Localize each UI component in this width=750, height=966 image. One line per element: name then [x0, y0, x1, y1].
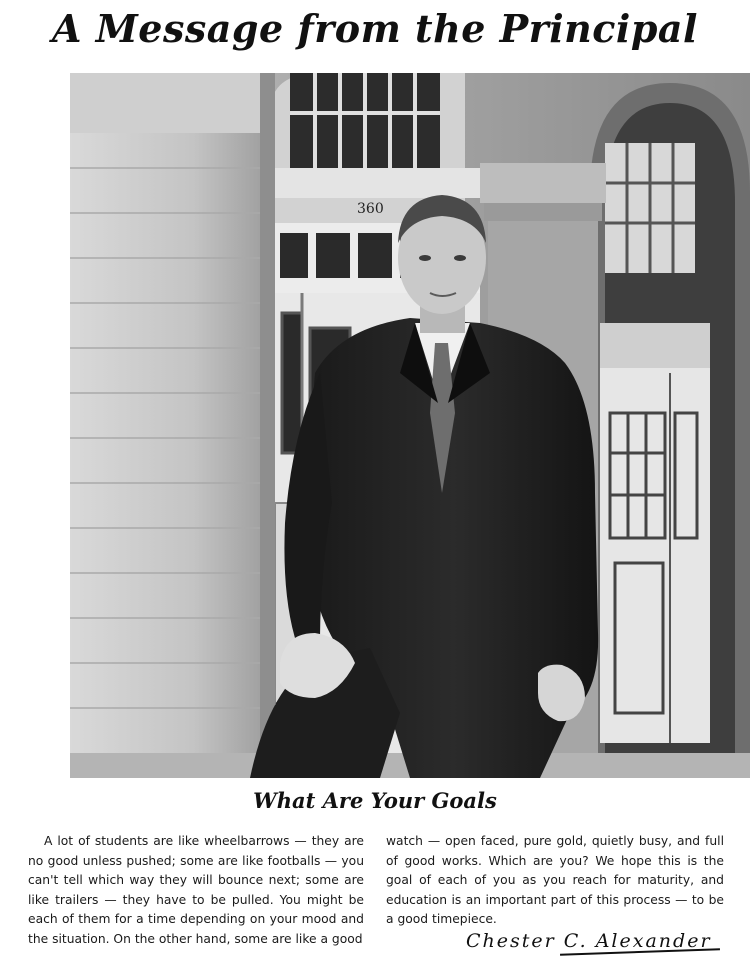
- subheading: What Are Your Goals: [253, 788, 497, 813]
- address-number: 360: [357, 201, 384, 217]
- message-right-column: watch — open faced, pure gold, quietly busy, and full of good works. Which are you? We hope this is the goal of each of you as you reach for maturity, and education is an important part of this process — to be a good timepiece.: [386, 834, 724, 926]
- page-title: A Message from the Principal: [52, 6, 698, 51]
- message-left-column: A lot of students are like wheelbarrows — they are no good unless pushed; some are like footballs — you can't tell which way they will bounce next; some are like trailers — they have to be pulled. You might be each of them for a time depending on your mood and the situation. On the other hand, some are like a good: [28, 834, 364, 946]
- principal-signature: Chester C. Alexander: [466, 930, 712, 952]
- principal-photo: [70, 73, 750, 778]
